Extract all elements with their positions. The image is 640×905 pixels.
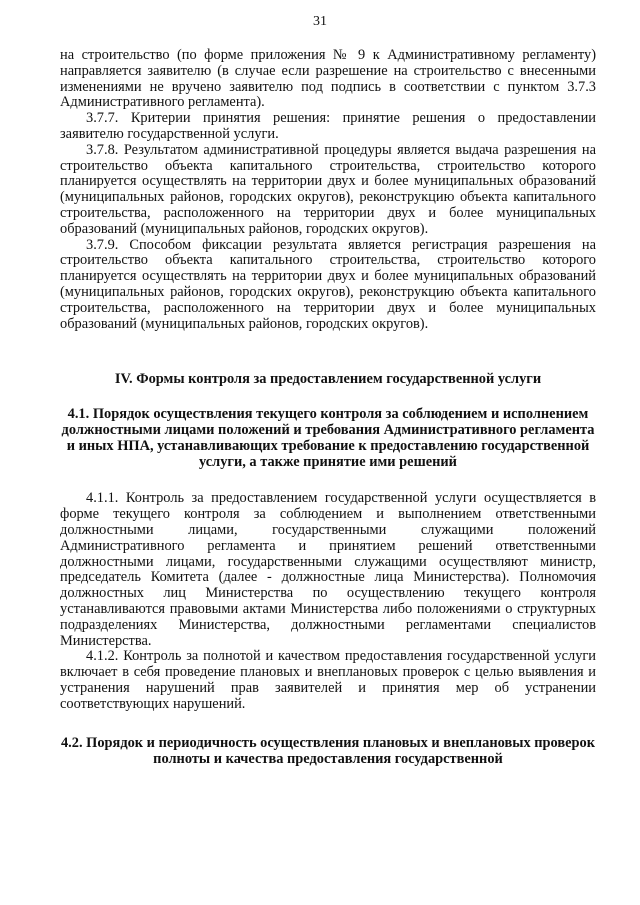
spacer (60, 470, 596, 491)
spacer (60, 712, 596, 736)
page-content (60, 48, 596, 768)
paragraph-3-7-8: 3.7.8. Результатом административной процедуры является выдача разрешения на строительство объекта капитального строительства, строительство которого планируется осуществлять на территории двух и более муниципальных образований (муниципальных районов, городских округов), реконструкцию объекта капитального строительства, расположенного на территории двух и более муниципальных образований (муниципальных районов, городских округов). (60, 141, 596, 237)
page-number: 31 (313, 14, 327, 29)
subsection-4-1-heading: 4.1. Порядок осуществления текущего контроля за соблюдением и исполнением должностными лицами положений и требования Административного регламента и иных НПА, устанавливающих требование к предоставлению государственной услуги, а также принятие ими решений (61, 406, 595, 470)
paragraph-4-1-1: 4.1.1. Контроль за предоставлением государственной услуги осуществляется в форме текущего контроля за соблюдением и выполнением ответственными должностными лицами, государственными служащими положений Административного регламента и принятием решений ответственными должностными лицами, государственными служащими осуществляют министр, председатель Комитета (далее - должностные лица Министерства). Полномочия должностных лиц Министерства по осуществлению текущего контроля устанавливаются правовыми актами Министерства либо положениями о структурных подразделениях Министерства, должностными регламентами специалистов Министерства. (60, 490, 596, 649)
section-4-heading: IV. Формы контроля за предоставлением государственной услуги (114, 371, 542, 388)
subsection-4-2-heading: 4.2. Порядок и периодичность осуществления плановых и внеплановых проверок полноты и качества предоставления государственной (60, 735, 596, 768)
paragraph-3-7-9: 3.7.9. Способом фиксации результата является регистрация разрешения на строительство объекта капитального строительства, строительство которого планируется осуществлять на территории двух и более муниципальных образований (муниципальных районов, городских округов), реконструкцию объекта капитального строительства, расположенного на территории двух и более муниципальных образований (муниципальных районов, городских округов). (60, 236, 596, 332)
paragraph-3-7-7: 3.7.7. Критерии принятия решения: принятие решения о предоставлении заявителю государственной услуги. (60, 110, 596, 142)
paragraph-continuation: на строительство (по форме приложения № 9 к Административному регламенту) направляется заявителю (в случае если разрешение на строительство с внесенными изменениями не вручено заявителю под подпись в соответствии с пунктом 3.7.3 Административного регламента). (60, 47, 596, 111)
spacer (60, 332, 596, 372)
paragraph-4-1-2: 4.1.2. Контроль за полнотой и качеством предоставления государственной услуги включает в себя проведение плановых и внеплановых проверок с целью выявления и устранения нарушений прав заявителей и принятия мер об устранении соответствующих нарушений. (60, 648, 596, 712)
spacer (60, 388, 596, 407)
